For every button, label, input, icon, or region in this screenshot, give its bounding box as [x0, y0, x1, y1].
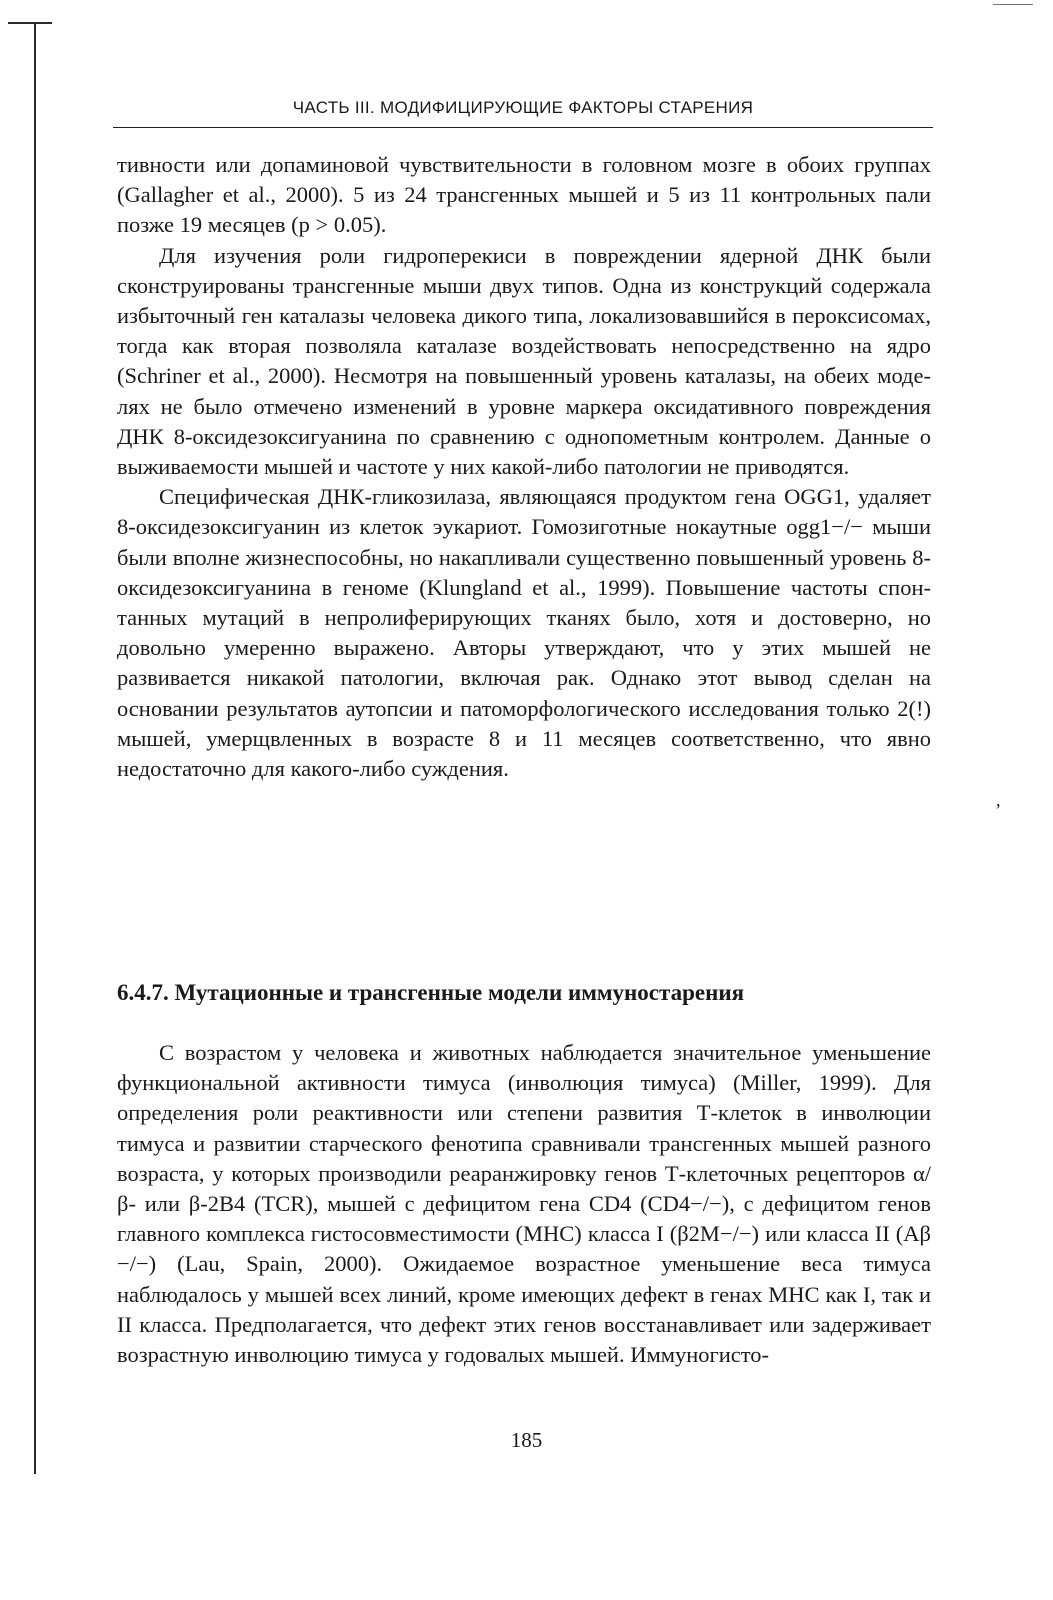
- paragraph-3: Специфическая ДНК-гликозилаза, являющаяся продуктом гена OGG1, удаляет 8-оксидезоксигуанин из клеток эукариот. Гомозиготные нокаутные ogg1−/− мыши были вполне жизнеспособны, но накапливали существенно повышенный уровень 8-оксидезоксигуанина в геноме (Klungland et al., 1999). Повышение частоты спонтанных мутаций в непролиферирующих тканях было, хотя и достоверно, но довольно умеренно выражено. Авторы утверждают, что у этих мышей не развивается никакой патологии, включая рак. Однако этот вывод сделан на основании результатов аутопсии и патоморфологического исследования только 2(!) мышей, умерщвленных в возрасте 8 и 11 месяцев соответственно, что явно недостаточно для какого-либо суждения.: [117, 484, 931, 782]
- margin-mark: ,: [996, 790, 1001, 810]
- corner-scan-mark: [993, 4, 1033, 5]
- paragraph-2: Для изучения роли гидроперекиси в повреждении ядерной ДНК были сконструированы трансгенные мыши двух типов. Одна из конструкций содержала избыточный ген каталазы человека дикого типа, локализовавшийся в пероксисомах, тогда как вторая позволяла каталазе воздействовать непосредственно на ядро (Schriner et al., 2000). Несмотря на повышенный уровень каталазы, на обеих моделях не было отмечено изменений в уровне маркера оксидативного повреждения ДНК 8-оксидезоксигуанина по сравнению с однопометным контролем. Данные о выживаемости мышей и частоте у них какой-либо патологии не приводятся.: [117, 242, 931, 480]
- header-rule: [113, 127, 933, 128]
- binding-edge-line: [34, 22, 36, 1474]
- text-block-top: [117, 150, 931, 784]
- binding-edge-cap: [8, 22, 52, 24]
- section-paragraph: С возрастом у человека и животных наблюдается значительное уменьшение функциональной активности тимуса (инволюция тимуса) (Miller, 1999). Для определения роли реактивности или степени развития Т-клеток в инволюции тимуса и развитии старческого фенотипа сравнивали трансгенных мышей разного возраста, у которых производили реаранжировку генов Т-клеточных рецепторов α/β- или β-2B4 (TCR), мышей с дефицитом гена CD4 (CD4−/−), с дефицитом генов главного комплекса гистосовместимости (MHC) класса I (β2M−/−) или класса II (Aβ −/−) (Lau, Spain, 2000). Ожидаемое возрастное уменьшение веса тимуса наблюдалось у мышей всех линий, кроме имеющих дефект в генах MHC как I, так и II класса. Предполагается, что дефект этих генов восстанавливает или задерживает возрастную инволюцию тимуса у годовалых мышей. Иммуногисто-: [117, 1040, 931, 1368]
- running-header: ЧАСТЬ III. МОДИФИЦИРУЮЩИЕ ФАКТОРЫ СТАРЕНИЯ: [292, 98, 754, 117]
- section-heading: 6.4.7. Мутационные и трансгенные модели иммуностарения: [117, 980, 745, 1005]
- page-number: 185: [510, 1428, 543, 1452]
- text-block-section: [117, 1038, 931, 1370]
- paragraph-1: тивности или допаминовой чувствительности в головном мозге в обоих группах (Gallagher et al., 2000). 5 из 24 трансгенных мышей и 5 из 11 контрольных пали позже 19 месяцев (p > 0.05).: [117, 152, 931, 238]
